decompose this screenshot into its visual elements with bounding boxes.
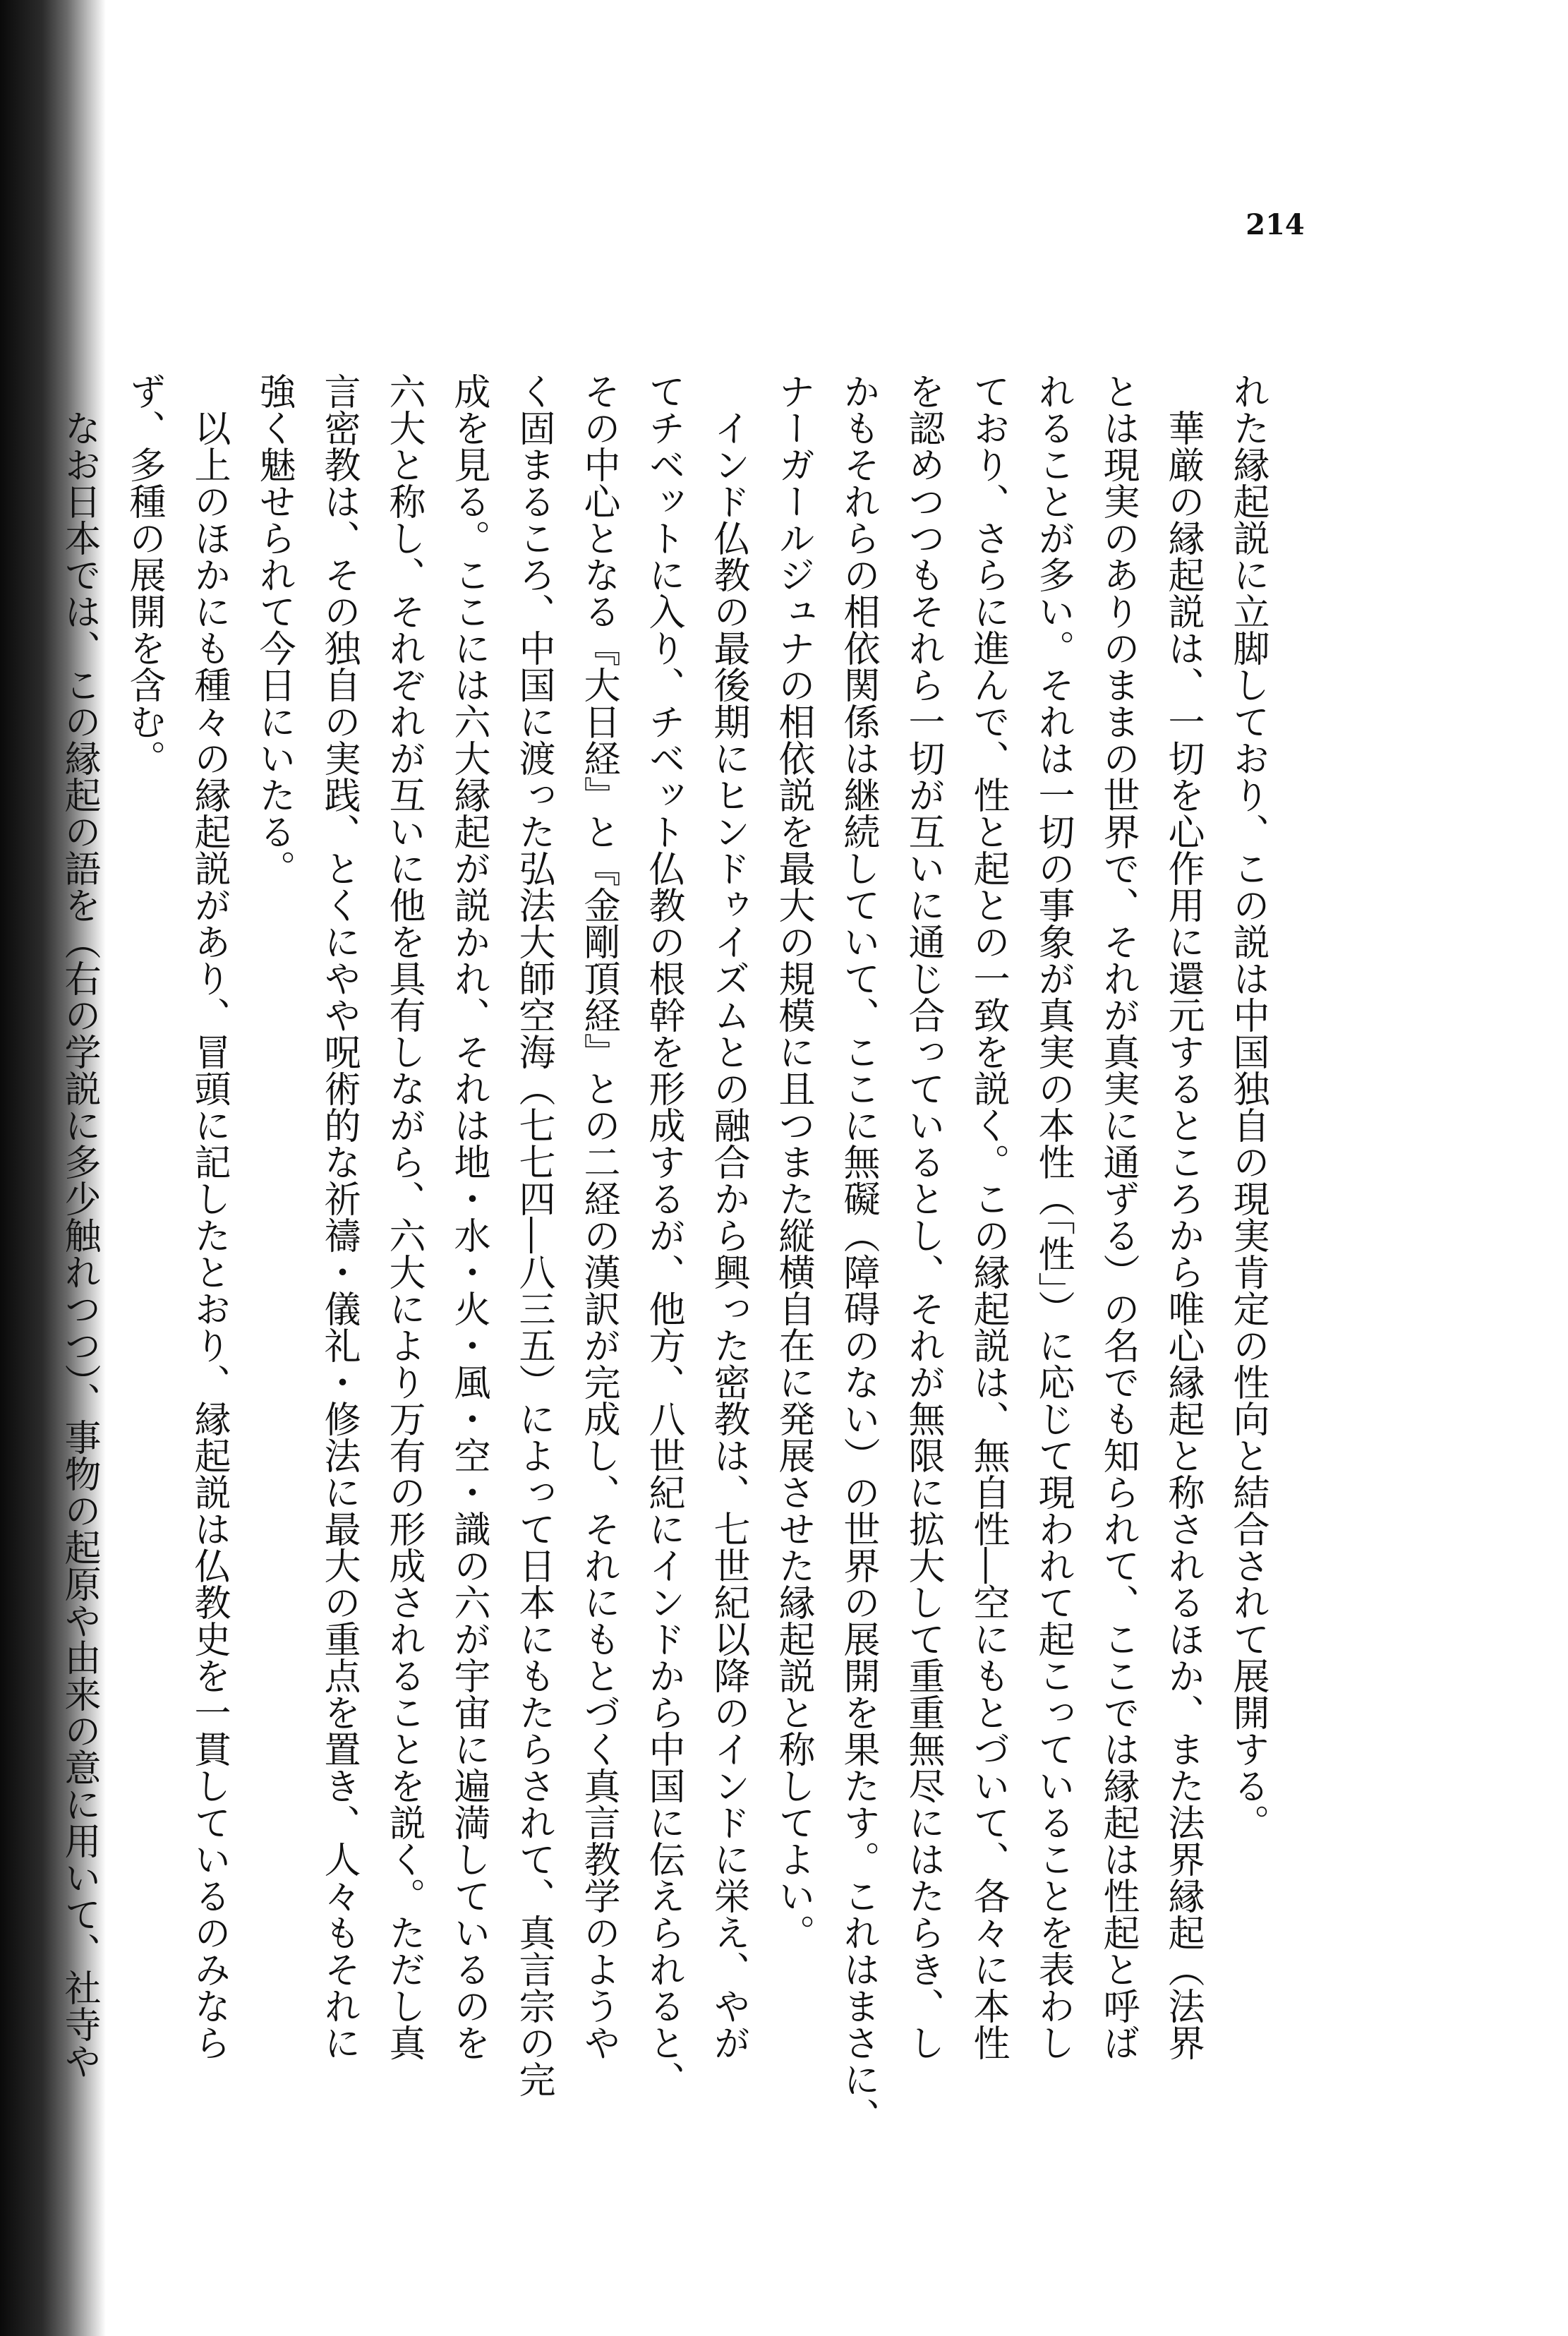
page-number: 214 (1246, 208, 1305, 241)
text-line: とは現実のありのままの世界で、それが真実に通ずる）の名でも知られて、ここでは縁起は性起と呼ば (1097, 373, 1139, 2061)
text-line: 強く魅せられて今日にいたる。 (253, 373, 295, 886)
vertical-text-block (58, 373, 1280, 2215)
text-line: ず、多種の展開を含む。 (123, 373, 165, 776)
text-line: 以上のほかにも種々の縁起説があり、冒頭に記したとおり、縁起説は仏教史を一貫しているのみなら (188, 373, 230, 2061)
text-line: 六大と称し、それぞれが互いに他を具有しながら、六大により万有の形成されることを説く。ただし真 (382, 373, 425, 2061)
text-line: なお日本では、この縁起の語を（右の学説に多少触れつつ）、事物の起原や由来の意に用いて、社寺や (58, 373, 100, 2079)
text-line: ナーガールジュナの相依説を最大の規模に且つまた縦横自在に発展させた縁起説と称してよい。 (772, 373, 814, 1951)
text-line: く固まるころ、中国に渡った弘法大師空海（七七四―八三五）によって日本にもたらされて、真言宗の完 (512, 373, 555, 2097)
text-line: かもそれらの相依関係は継続していて、ここに無礙（障碍のない）の世界の展開を果たす。これはまさに、 (837, 373, 879, 2134)
text-line: インド仏教の最後期にヒンドゥイズムとの融合から興った密教は、七世紀以降のインドに栄え、やが (707, 373, 749, 2061)
text-line: 成を見る。ここには六大縁起が説かれ、それは地・水・火・風・空・識の六が宇宙に遍満しているのを (447, 373, 490, 2061)
text-line: れることが多い。それは一切の事象が真実の本性（「性」）に応じて現われて起こっていることを表わし (1032, 373, 1074, 2061)
text-line: れた縁起説に立脚しており、この説は中国独自の現実肯定の性向と結合されて展開する。 (1226, 373, 1269, 1841)
text-line: てチベットに入り、チベット仏教の根幹を形成するが、他方、八世紀にインドから中国に伝えられると、 (642, 373, 685, 2097)
text-line: ており、さらに進んで、性と起との一致を説く。この縁起説は、無自性―空にもとづいて、各々に本性 (967, 373, 1009, 2061)
text-line: 言密教は、その独自の実践、とくにやや呪術的な祈禱・儀礼・修法に最大の重点を置き、人々もそれに (318, 373, 360, 2061)
text-line: 華厳の縁起説は、一切を心作用に還元するところから唯心縁起と称されるほか、また法界縁起（法界 (1162, 373, 1204, 2061)
text-line: を認めつつもそれら一切が互いに通じ合っているとし、それが無限に拡大して重重無尽にはたらき、し (902, 373, 944, 2061)
text-line: その中心となる『大日経』と『金剛頂経』との二経の漢訳が完成し、それにもとづく真言教学のようや (577, 373, 620, 2061)
